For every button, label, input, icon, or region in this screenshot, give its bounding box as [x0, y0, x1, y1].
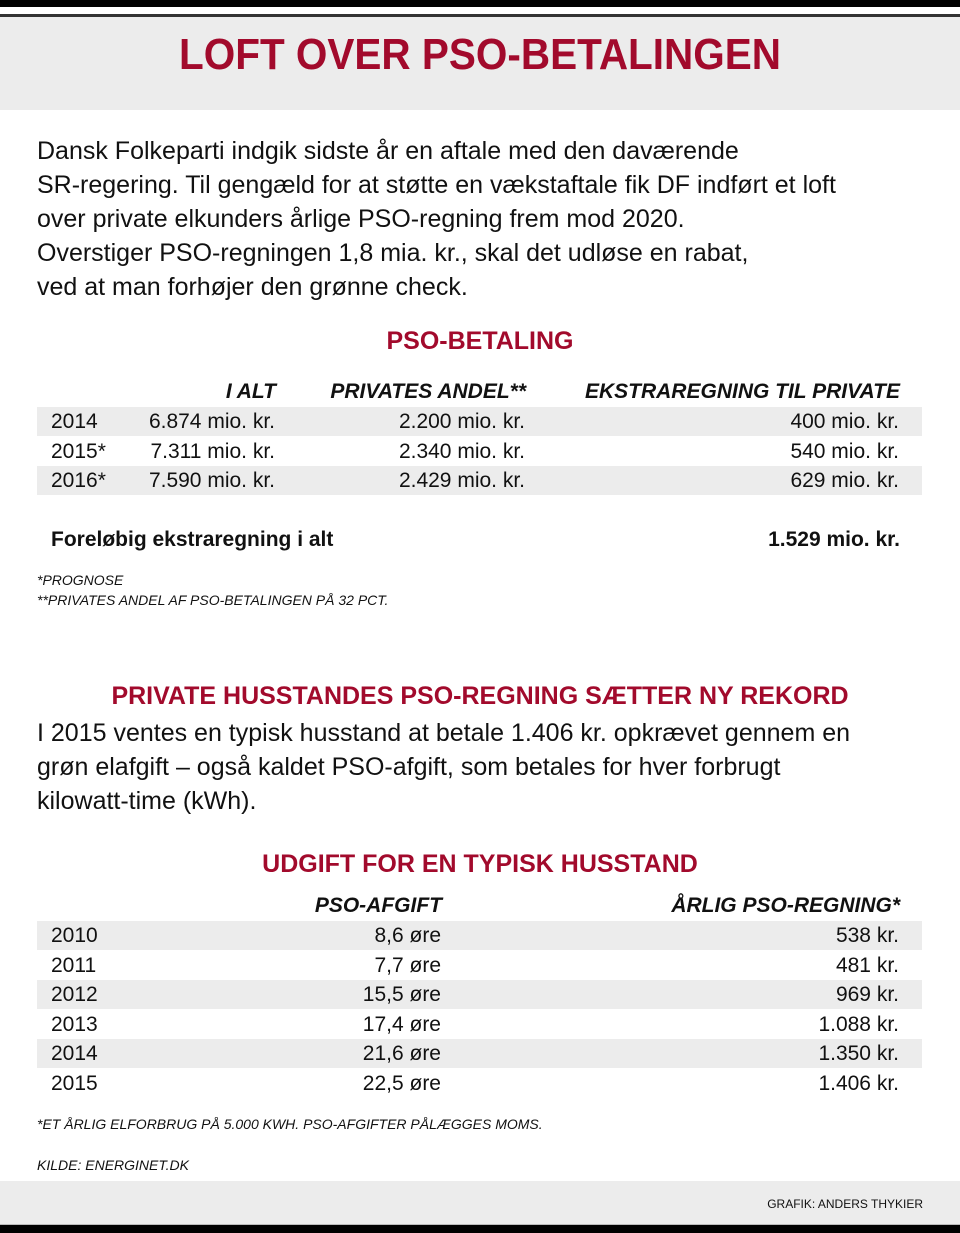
table1-title: PSO-BETALING: [386, 327, 574, 355]
row-bill: 969 kr.: [835, 983, 899, 1006]
intro-line: SR-regering. Til gengæld for at støtte en vækstaftale fik DF indført et loft: [37, 171, 836, 199]
table2-header-bill: ÅRLIG PSO-REGNING*: [671, 894, 900, 917]
table1-header-extra: EKSTRAREGNING TIL PRIVATE: [584, 380, 900, 403]
row-total: 7.590 mio. kr.: [148, 469, 275, 492]
section2-text: [37, 716, 927, 818]
table-row: [37, 1039, 922, 1068]
row-year: 2014: [51, 1042, 98, 1065]
row-bill: 1.088 kr.: [818, 1013, 899, 1036]
intro-line: Overstiger PSO-regningen 1,8 mia. kr., skal det udløse en rabat,: [37, 239, 749, 267]
row-fee: 21,6 øre: [362, 1042, 441, 1065]
row-private: 2.200 mio. kr.: [398, 410, 525, 433]
row-year: 2015: [51, 1072, 98, 1095]
bottom-border: [0, 1225, 960, 1233]
section2-line: kilowatt-time (kWh).: [37, 787, 257, 815]
table2-header-fee: PSO-AFGIFT: [314, 894, 442, 917]
row-bill: 1.406 kr.: [818, 1072, 899, 1095]
row-fee: 7,7 øre: [374, 954, 441, 977]
row-private: 2.429 mio. kr.: [398, 469, 525, 492]
table-row: [37, 951, 922, 980]
row-extra: 400 mio. kr.: [790, 410, 899, 433]
table1-header-private: PRIVATES ANDEL**: [330, 380, 526, 403]
table1-header-total: I ALT: [225, 380, 276, 403]
row-bill: 481 kr.: [835, 954, 899, 977]
intro-line: ved at man forhøjer den grønne check.: [37, 273, 468, 301]
section2-line: I 2015 ventes en typisk husstand at betale 1.406 kr. opkrævet gennem en: [37, 719, 851, 747]
table2-title: UDGIFT FOR EN TYPISK HUSSTAND: [262, 850, 698, 878]
row-year: 2014: [51, 410, 98, 433]
section2-title: PRIVATE HUSSTANDES PSO-REGNING SÆTTER NY REKORD: [111, 682, 849, 710]
row-bill: 538 kr.: [835, 924, 899, 947]
table-row: [37, 466, 922, 495]
table-row: [37, 980, 922, 1009]
row-fee: 15,5 øre: [362, 983, 441, 1006]
intro-line: over private elkunders årlige PSO-regning frem mod 2020.: [37, 205, 685, 233]
row-fee: 17,4 øre: [362, 1013, 441, 1036]
row-year: 2012: [51, 983, 98, 1006]
row-fee: 22,5 øre: [362, 1072, 441, 1095]
intro-text: [37, 134, 927, 304]
table-row: [37, 921, 922, 950]
graphic-credit: GRAFIK: ANDERS THYKIER: [767, 1197, 923, 1211]
intro-line: Dansk Folkeparti indgik sidste år en aftale med den daværende: [37, 137, 739, 165]
row-year: 2013: [51, 1013, 98, 1036]
total-value: 1.529 mio. kr.: [768, 528, 900, 551]
row-extra: 540 mio. kr.: [790, 440, 899, 463]
table-row: [37, 1069, 922, 1098]
row-year: 2015*: [51, 440, 106, 463]
row-bill: 1.350 kr.: [818, 1042, 899, 1065]
row-fee: 8,6 øre: [374, 924, 441, 947]
row-year: 2016*: [51, 469, 106, 492]
footnote-private-share: **PRIVATES ANDEL AF PSO-BETALINGEN PÅ 32 PCT.: [37, 592, 389, 608]
footnote-prognose: *PROGNOSE: [37, 572, 124, 588]
row-total: 6.874 mio. kr.: [148, 410, 275, 433]
row-year: 2011: [51, 954, 97, 977]
row-extra: 629 mio. kr.: [790, 469, 899, 492]
footnote-consumption: *ET ÅRLIG ELFORBRUG PÅ 5.000 KWH. PSO-AFGIFTER PÅLÆGGES MOMS.: [37, 1116, 543, 1132]
section2-line: grøn elafgift – også kaldet PSO-afgift, som betales for hver forbrugt: [37, 753, 781, 781]
page-title: LOFT OVER PSO-BETALINGEN: [179, 30, 781, 79]
table-row: [37, 407, 922, 436]
total-label: Foreløbig ekstraregning i alt: [51, 528, 334, 551]
top-border: [0, 0, 960, 7]
table-row: [37, 1010, 922, 1039]
table-row: [37, 437, 922, 466]
source-credit: KILDE: ENERGINET.DK: [37, 1157, 189, 1173]
row-private: 2.340 mio. kr.: [398, 440, 525, 463]
row-year: 2010: [51, 924, 98, 947]
row-total: 7.311 mio. kr.: [150, 440, 275, 463]
